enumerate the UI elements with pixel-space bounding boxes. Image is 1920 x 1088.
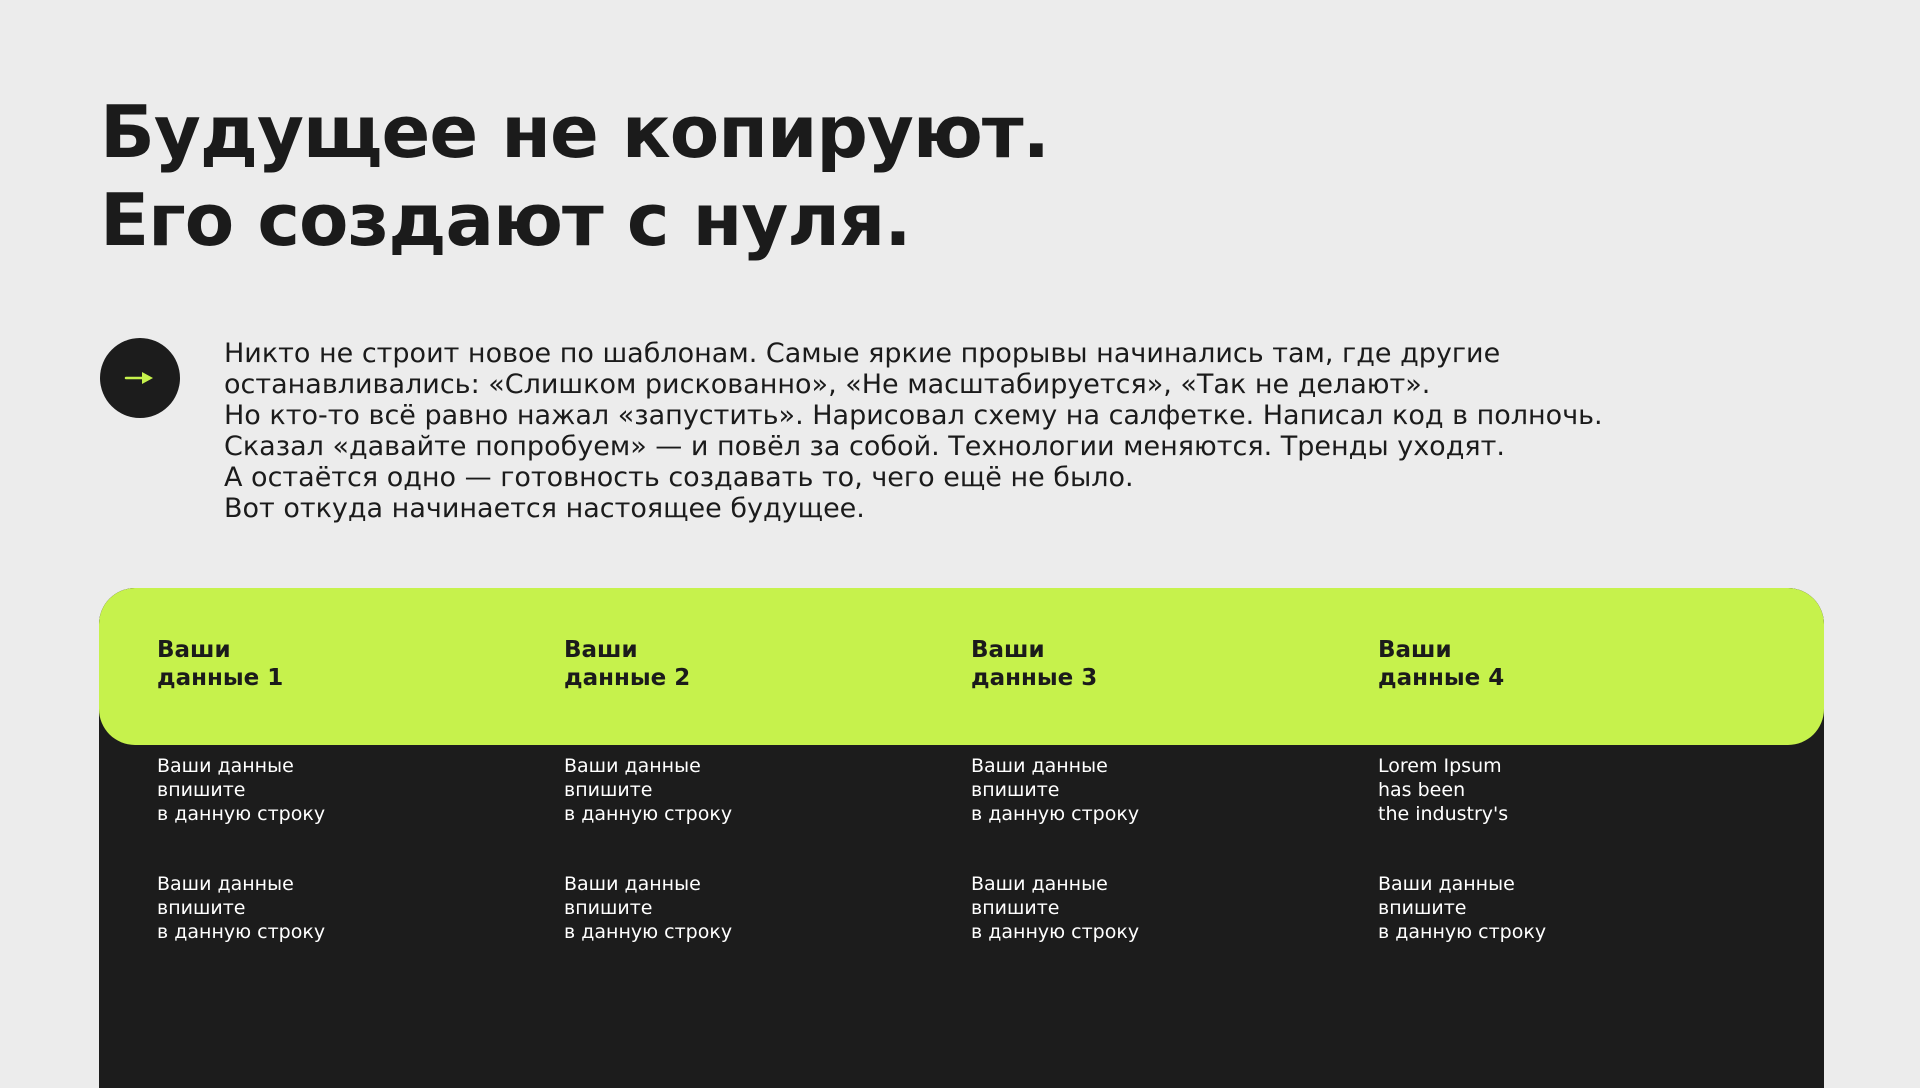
table-cell — [971, 754, 1311, 826]
table-cell — [157, 754, 497, 826]
column-header-line: данные 4 — [1378, 665, 1505, 691]
column-header-line: Ваши — [564, 637, 638, 663]
table-cell — [157, 872, 497, 944]
column-header-line: данные 3 — [971, 665, 1098, 691]
column-header-4 — [1378, 636, 1718, 692]
data-table — [99, 588, 1824, 1088]
cell-line: в данную строку — [564, 921, 733, 943]
column-header-line: Ваши — [971, 637, 1045, 663]
cell-line: впишите — [1378, 897, 1467, 919]
intro-line: Сказал «давайте попробуем» — и повёл за собой. Технологии меняются. Тренды уходят. — [224, 431, 1505, 462]
cell-line: впишите — [157, 779, 246, 801]
cell-line: впишите — [564, 779, 653, 801]
cell-line: the industry's — [1378, 803, 1509, 825]
cell-line: Lorem Ipsum — [1378, 755, 1502, 777]
cell-line: в данную строку — [1378, 921, 1547, 943]
cell-line: Ваши данные — [564, 873, 701, 895]
column-header-1 — [157, 636, 497, 692]
column-header-2 — [564, 636, 904, 692]
arrow-right-icon — [100, 338, 180, 418]
intro-line: Никто не строит новое по шаблонам. Самые яркие прорывы начинались там, где другие — [224, 338, 1501, 369]
cell-line: в данную строку — [971, 803, 1140, 825]
table-cell — [564, 754, 904, 826]
table-cell — [1378, 754, 1718, 826]
page-title — [100, 88, 1049, 264]
column-header-line: Ваши — [157, 637, 231, 663]
title-line-1: Будущее не копируют. — [100, 90, 1049, 174]
column-header-line: Ваши — [1378, 637, 1452, 663]
table-header-row — [99, 588, 1824, 745]
cell-line: has been — [1378, 779, 1466, 801]
cell-line: Ваши данные — [1378, 873, 1515, 895]
cell-line: Ваши данные — [971, 755, 1108, 777]
cell-line: впишите — [971, 897, 1060, 919]
cell-line: в данную строку — [971, 921, 1140, 943]
cell-line: Ваши данные — [157, 755, 294, 777]
column-header-line: данные 2 — [564, 665, 691, 691]
cell-line: Ваши данные — [564, 755, 701, 777]
cell-line: Ваши данные — [971, 873, 1108, 895]
cell-line: впишите — [157, 897, 246, 919]
table-cell — [564, 872, 904, 944]
column-header-3 — [971, 636, 1311, 692]
column-header-line: данные 1 — [157, 665, 284, 691]
cell-line: в данную строку — [157, 803, 326, 825]
intro-paragraph — [224, 338, 1784, 524]
table-cell — [971, 872, 1311, 944]
intro-line: Вот откуда начинается настоящее будущее. — [224, 493, 865, 524]
cell-line: в данную строку — [564, 803, 733, 825]
cell-line: в данную строку — [157, 921, 326, 943]
arrow-right-glyph — [124, 368, 156, 388]
cell-line: впишите — [971, 779, 1060, 801]
intro-line: А остаётся одно — готовность создавать то, чего ещё не было. — [224, 462, 1134, 493]
cell-line: Ваши данные — [157, 873, 294, 895]
table-cell — [1378, 872, 1718, 944]
title-line-2: Его создают с нуля. — [100, 178, 911, 262]
intro-line: останавливались: «Слишком рискованно», «Не масштабируется», «Так не делают». — [224, 369, 1431, 400]
intro-line: Но кто-то всё равно нажал «запустить». Нарисовал схему на салфетке. Написал код в полночь. — [224, 400, 1603, 431]
cell-line: впишите — [564, 897, 653, 919]
